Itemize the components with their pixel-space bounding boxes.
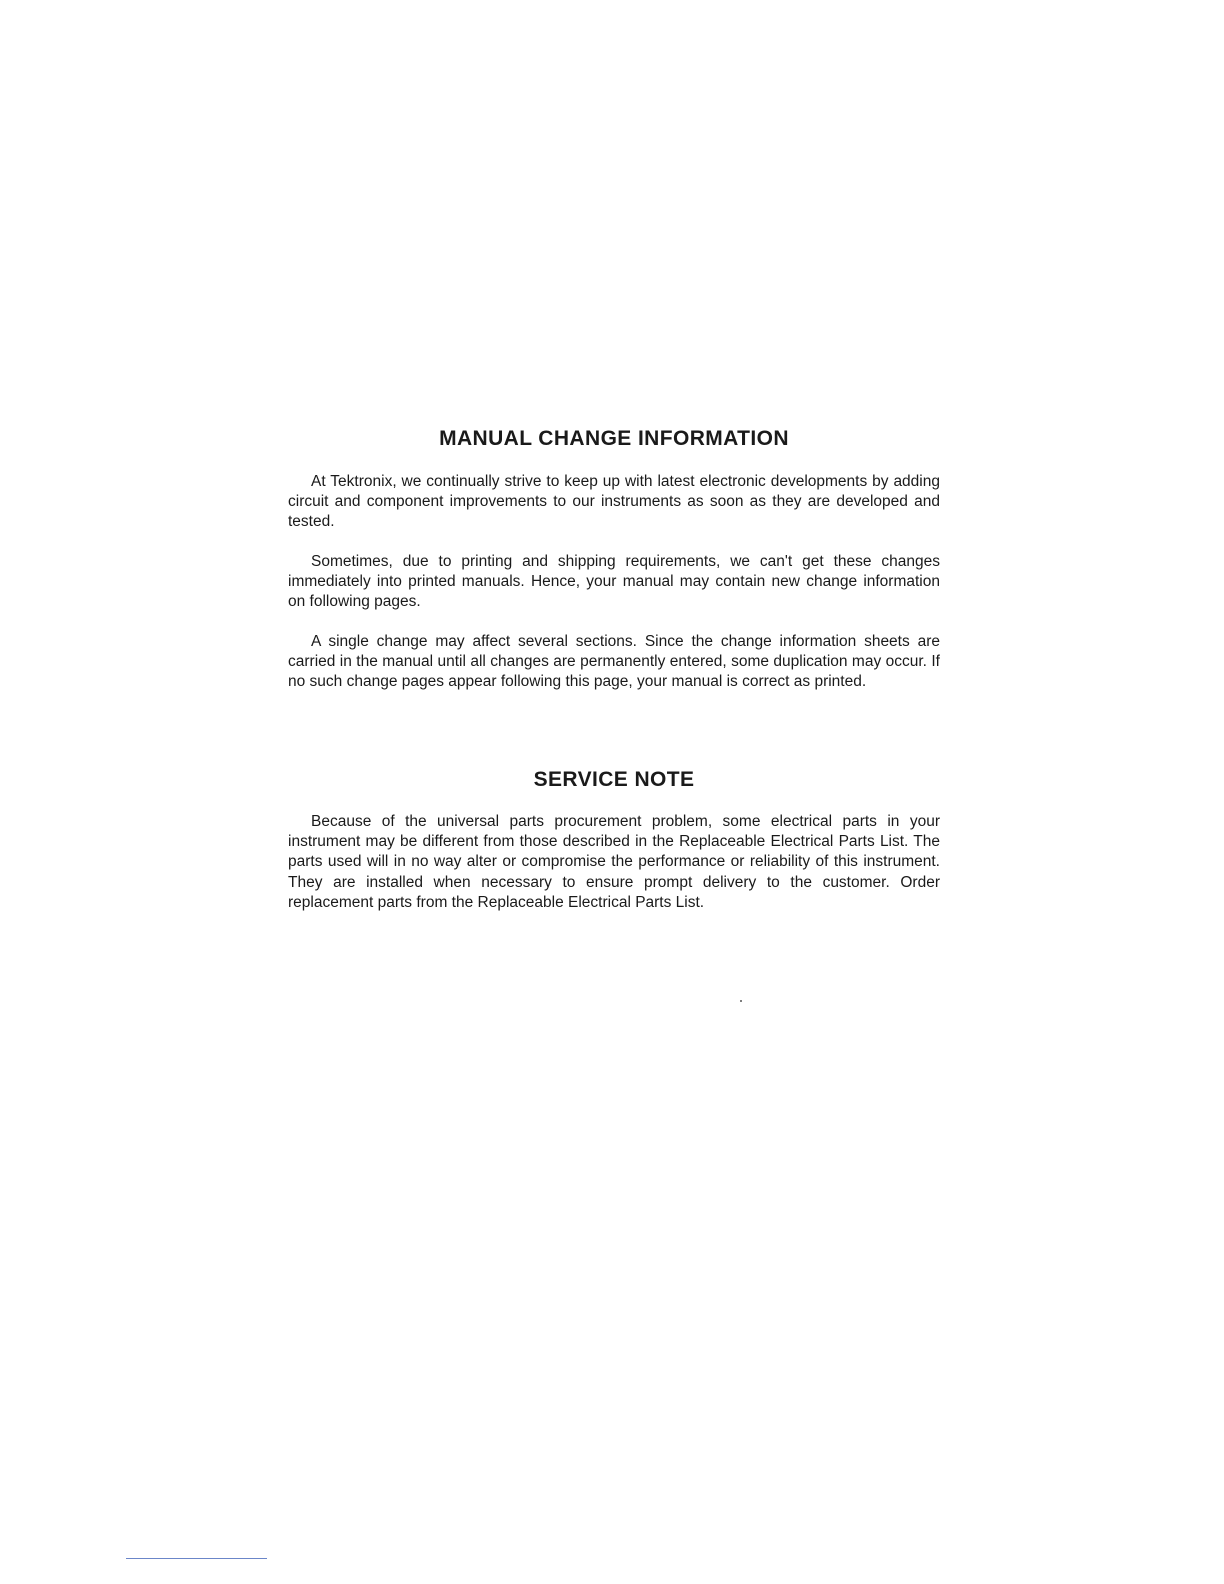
manual-change-paragraph-1: At Tektronix, we continually strive to keep up with latest electronic developments by adding circuit and component improvements to our instruments as soon as they are developed and tested.: [288, 473, 940, 531]
service-note-paragraph: Because of the universal parts procurement problem, some electrical parts in your instrument may be different from those described in the Replaceable Electrical Parts List. The parts used will in no way alter or compromise the performance or reliability of this instrument. They are installed when necessary to ensure prompt delivery to the customer. Order replacement parts from the Replaceable Electrical Parts List.: [288, 813, 940, 911]
manual-change-paragraph-2: Sometimes, due to printing and shipping requirements, we can't get these changes immediately into printed manuals. Hence, your manual may contain new change information on following pages.: [288, 553, 940, 611]
service-note-heading: SERVICE NOTE: [533, 768, 695, 791]
bottom-edge-rule: [126, 1558, 267, 1559]
manual-change-paragraph-3: A single change may affect several sections. Since the change information sheets are carried in the manual until all changes are permanently entered, some duplication may occur. If no such change pages appear following this page, your manual is correct as printed.: [288, 633, 940, 691]
manual-change-heading: MANUAL CHANGE INFORMATION: [439, 427, 789, 450]
scan-speck: [740, 1000, 742, 1002]
